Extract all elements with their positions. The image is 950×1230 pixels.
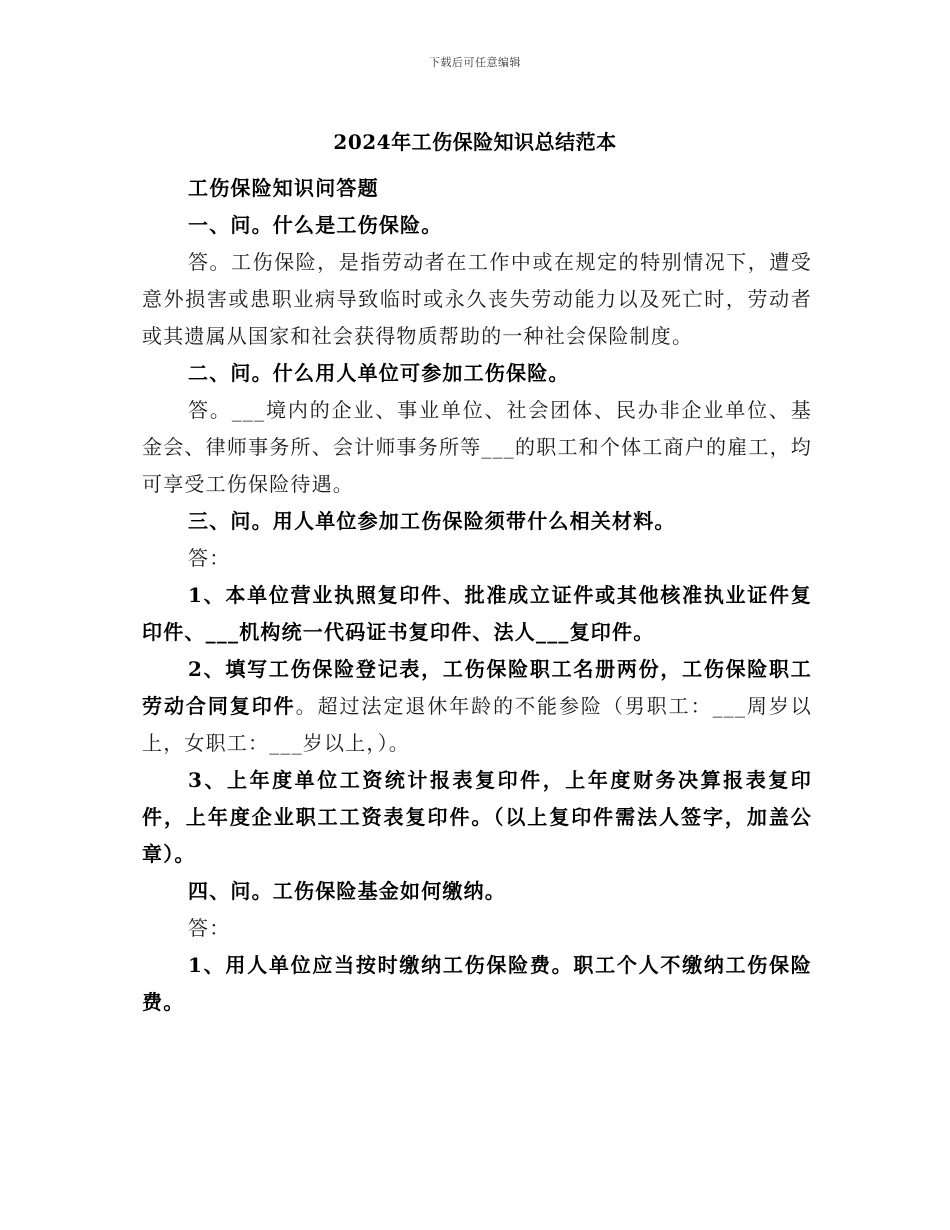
answer-3-item-2 <box>142 651 812 762</box>
question-3: 三、问。用人单位参加工伤保险须带什么相关材料。 <box>188 509 676 533</box>
answer-3-item-2-bold: 2、填写工伤保险登记表，工伤保险职工名册两份，工伤保险职工劳动合同复印件 <box>142 657 812 718</box>
question-4: 四、问。工伤保险基金如何缴纳。 <box>188 879 506 903</box>
header-note: 下载后可任意编辑 <box>429 56 521 69</box>
question-1: 一、问。什么是工伤保险。 <box>188 213 443 237</box>
document-body <box>142 170 812 1021</box>
answer-4-item-1: 1、用人单位应当按时缴纳工伤保险费。职工个人不缴纳工伤保险费。 <box>142 953 812 1014</box>
document-title: 2024年工伤保险知识总结范本 <box>333 130 617 154</box>
section-title: 工伤保险知识问答题 <box>188 176 379 200</box>
answer-3-label: 答： <box>188 546 231 570</box>
answer-1: 答。工伤保险，是指劳动者在工作中或在规定的特别情况下，遭受意外损害或患职业病导致临时或永久丧失劳动能力以及死亡时，劳动者或其遗属从国家和社会获得物质帮助的一种社会保险制度。 <box>142 250 812 348</box>
answer-3-item-2-normal: 。超过法定退休年龄的不能参险（男职工：___周岁以上，女职工：___岁以上，）。 <box>142 694 813 755</box>
answer-3-item-3: 3、上年度单位工资统计报表复印件，上年度财务决算报表复印件，上年度企业职工工资表复印件。（以上复印件需法人签字，加盖公章）。 <box>142 768 812 866</box>
question-2: 二、问。什么用人单位可参加工伤保险。 <box>188 361 570 385</box>
answer-2: 答。___境内的企业、事业单位、社会团体、民办非企业单位、基金会、律师事务所、会计师事务所等___的职工和个体工商户的雇工，均可享受工伤保险待遇。 <box>142 398 812 496</box>
answer-3-item-1: 1、本单位营业执照复印件、批准成立证件或其他核准执业证件复印件、___机构统一代码证书复印件、法人___复印件。 <box>142 583 812 644</box>
answer-4-label: 答： <box>188 916 231 940</box>
